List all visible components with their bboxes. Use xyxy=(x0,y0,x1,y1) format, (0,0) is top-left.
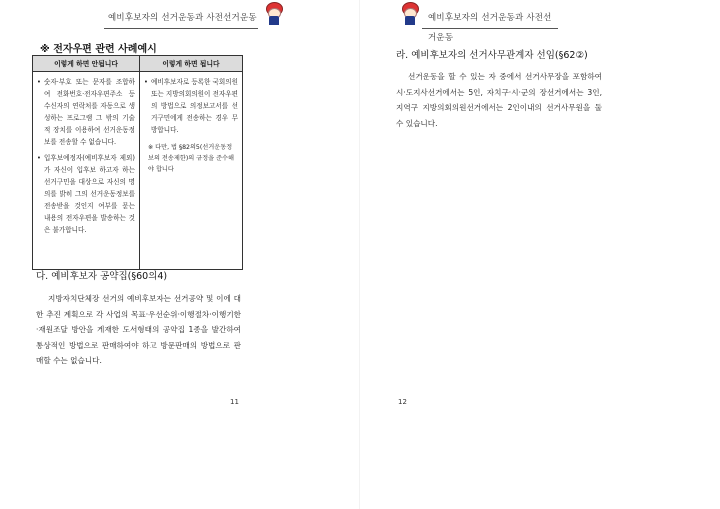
right-running-header: 예비후보자의 선거운동과 사전선거운동 xyxy=(422,8,558,29)
mascot-icon xyxy=(264,2,284,26)
list-item: • 숫자·부호 또는 문자를 조합하여 전화번호·전자우편주소 등 수신자의 연락처를 자동으로 생성하는 프로그램 그 밖의 기술적 장치를 이용하여 선거운동정보를 전송할 수 없습니다. xyxy=(37,78,135,146)
left-running-header: 예비후보자의 선거운동과 사전선거운동 xyxy=(104,8,258,29)
section-heading: 라. 예비후보자의 선거사무관계자 선임(§62②) xyxy=(396,50,588,61)
table-note: ※ 다만, 법 §82의5(선거운동정보의 전송제한)의 규정을 준수해야 합니다 xyxy=(148,144,235,173)
right-page xyxy=(360,0,720,509)
col-header-allowed: 이렇게 하면 됩니다 xyxy=(140,56,243,72)
mascot-icon xyxy=(400,2,420,26)
list-item: • 입후보예정자(예비후보자 제외)가 자신이 입후보 하고자 하는 선거구민을 대상으로 자신의 명의를 밝히 그의 선거운동정보를 전송받을 것인지 여부를 묻는 내용의 전자우편을 발송하는 것은 불가합니다. xyxy=(37,154,135,234)
page-number: 12 xyxy=(398,398,407,406)
section-heading: 다. 예비후보자 공약집(§60의4) xyxy=(36,271,168,282)
bullet-icon: • xyxy=(37,154,41,162)
not-allowed-cell xyxy=(33,72,140,270)
col-header-not-allowed: 이렇게 하면 안됩니다 xyxy=(33,56,140,72)
example-table xyxy=(32,55,243,270)
list-item: • 예비후보자로 등록한 국회의원 또는 지방의회의원이 전자우편의 방법으로 의정보고서를 선거구민에게 전송하는 경우 무방합니다. xyxy=(144,78,238,134)
body-paragraph: 지방자치단체장 선거의 예비후보자는 선거공약 및 이에 대한 추진 계획으로 각 사업의 목표·우선순위·이행절차·이행기한·재원조달 방안을 게재한 도서형태의 공약집 1종을 발간하여 통상적인 방법으로 판매하여야 하고 방문판매의 방법으로 판매할 수는 없습니다. xyxy=(36,294,241,365)
allowed-cell xyxy=(140,72,243,270)
bullet-icon: • xyxy=(37,78,41,86)
bullet-icon: • xyxy=(144,78,148,86)
section-title: ※ 전자우편 관련 사례예시 xyxy=(40,44,157,55)
body-paragraph: 선거운동을 할 수 있는 자 중에서 선거사무장을 포함하여 시·도지사선거에서는 5인, 자치구·시·군의 장선거에서는 3인, 지역구 지방의회의원선거에서는 2인이내의 선거사무원을 둘 수 있습니다. xyxy=(396,72,602,128)
page-number: 11 xyxy=(230,398,239,406)
